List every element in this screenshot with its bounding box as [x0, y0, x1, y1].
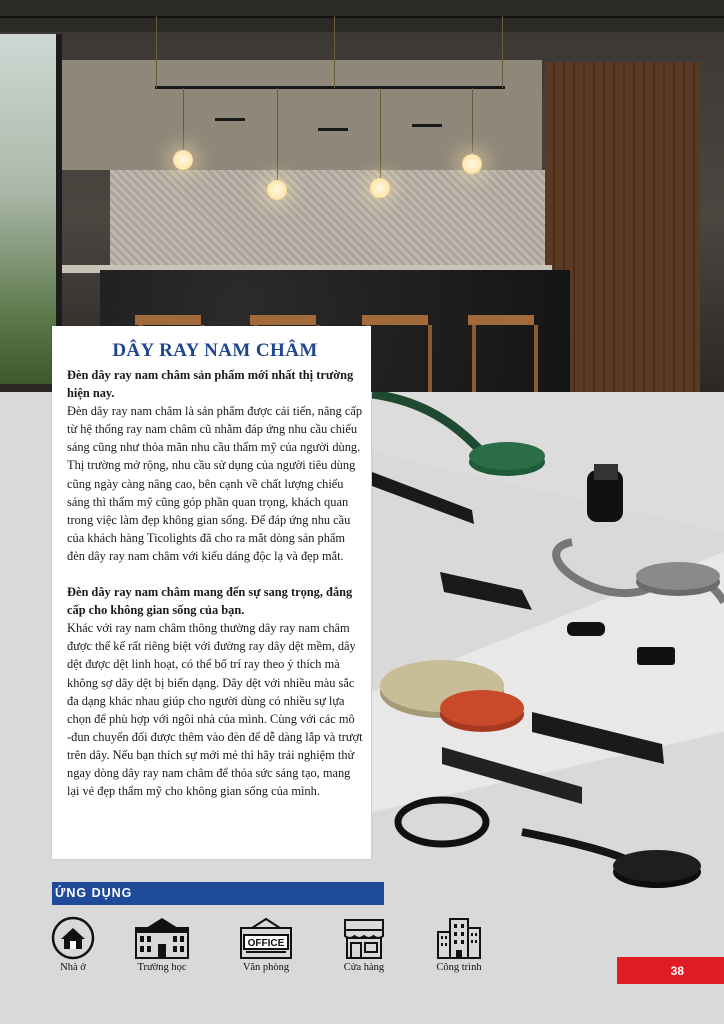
office-sign-text: OFFICE — [247, 938, 285, 949]
section1-body: Đèn dây ray nam châm là sản phẩm được cải tiến, nâng cấp từ hệ thống ray nam châm cũ nhằm đáp ứng nhu cầu chiếu sáng cũng như thỏa mãn nhu cầu thẩm mỹ của người dùng. Thị trường mở rộng, nhu cầu sử dụng của người tiêu dùng cũng ngày càng nâng cao, bên cạnh về chất lượng chiếu sáng thì thẩm mỹ cũng góp phần quan trọng, khách quan trong việc làm đẹp không gian sống. Để đáp ứng nhu cầu của khách hàng Ticolights đã cho ra mắt dòng sản phẩm đèn dây ray nam châm với kiểu dáng độc lạ và đẹp mắt. — [67, 404, 363, 563]
application-home-label: Nhà ở — [60, 962, 86, 973]
article-card — [52, 326, 371, 859]
school-icon — [132, 916, 192, 960]
application-school-label: Trường học — [137, 962, 187, 973]
application-home — [50, 916, 96, 973]
applications-heading: ỨNG DỤNG — [52, 882, 384, 905]
store-icon — [341, 916, 387, 960]
application-office — [236, 916, 296, 973]
section2-body: Khác với ray nam châm thông thường dây ray nam châm được thế kế rất riêng biệt với đường ray dây dệt mềm, dây dệt được dệt linh hoạt, có thể bố trí ray theo ý thích mà không sợ dây dệt bị biến dạng. Dây dệt với nhiều màu sắc đa dạng khác nhau giúp cho người dùng có nhiều sự lựa chọn để phù hợp với ngôi nhà của mình. Cùng với các mô -đun chuyển đổi được thêm vào đèn để dễ dàng lắp và trượt trên dây. Nếu bạn thích sự mới mẻ thì hãy trải nghiệm thử ngay dòng dây ray nam châm để thỏa sức sáng tạo, mang lại vẻ đẹp thẩm mỹ cho không gian sống của mình. — [67, 621, 363, 799]
office-icon — [238, 916, 294, 960]
application-school — [130, 916, 194, 973]
page-number: 38 — [617, 957, 724, 984]
application-office-label: Văn phòng — [242, 962, 290, 973]
house-icon — [51, 916, 95, 960]
application-construction-label: Công trình — [436, 962, 482, 973]
product-illustration — [372, 392, 724, 912]
article-title: DÂY RAY NAM CHÂM — [112, 340, 318, 361]
application-store-label: Cửa hàng — [343, 962, 385, 973]
section1-lead: Đèn dây ray nam châm sản phẩm mới nhất thị trường hiện nay. — [67, 368, 354, 401]
building-icon — [434, 916, 484, 960]
section2-lead: Đèn dây ray nam châm mang đến sự sang trọng, đẳng cấp cho không gian sống của bạn. — [67, 585, 353, 618]
application-construction — [430, 916, 488, 973]
application-store — [338, 916, 390, 973]
